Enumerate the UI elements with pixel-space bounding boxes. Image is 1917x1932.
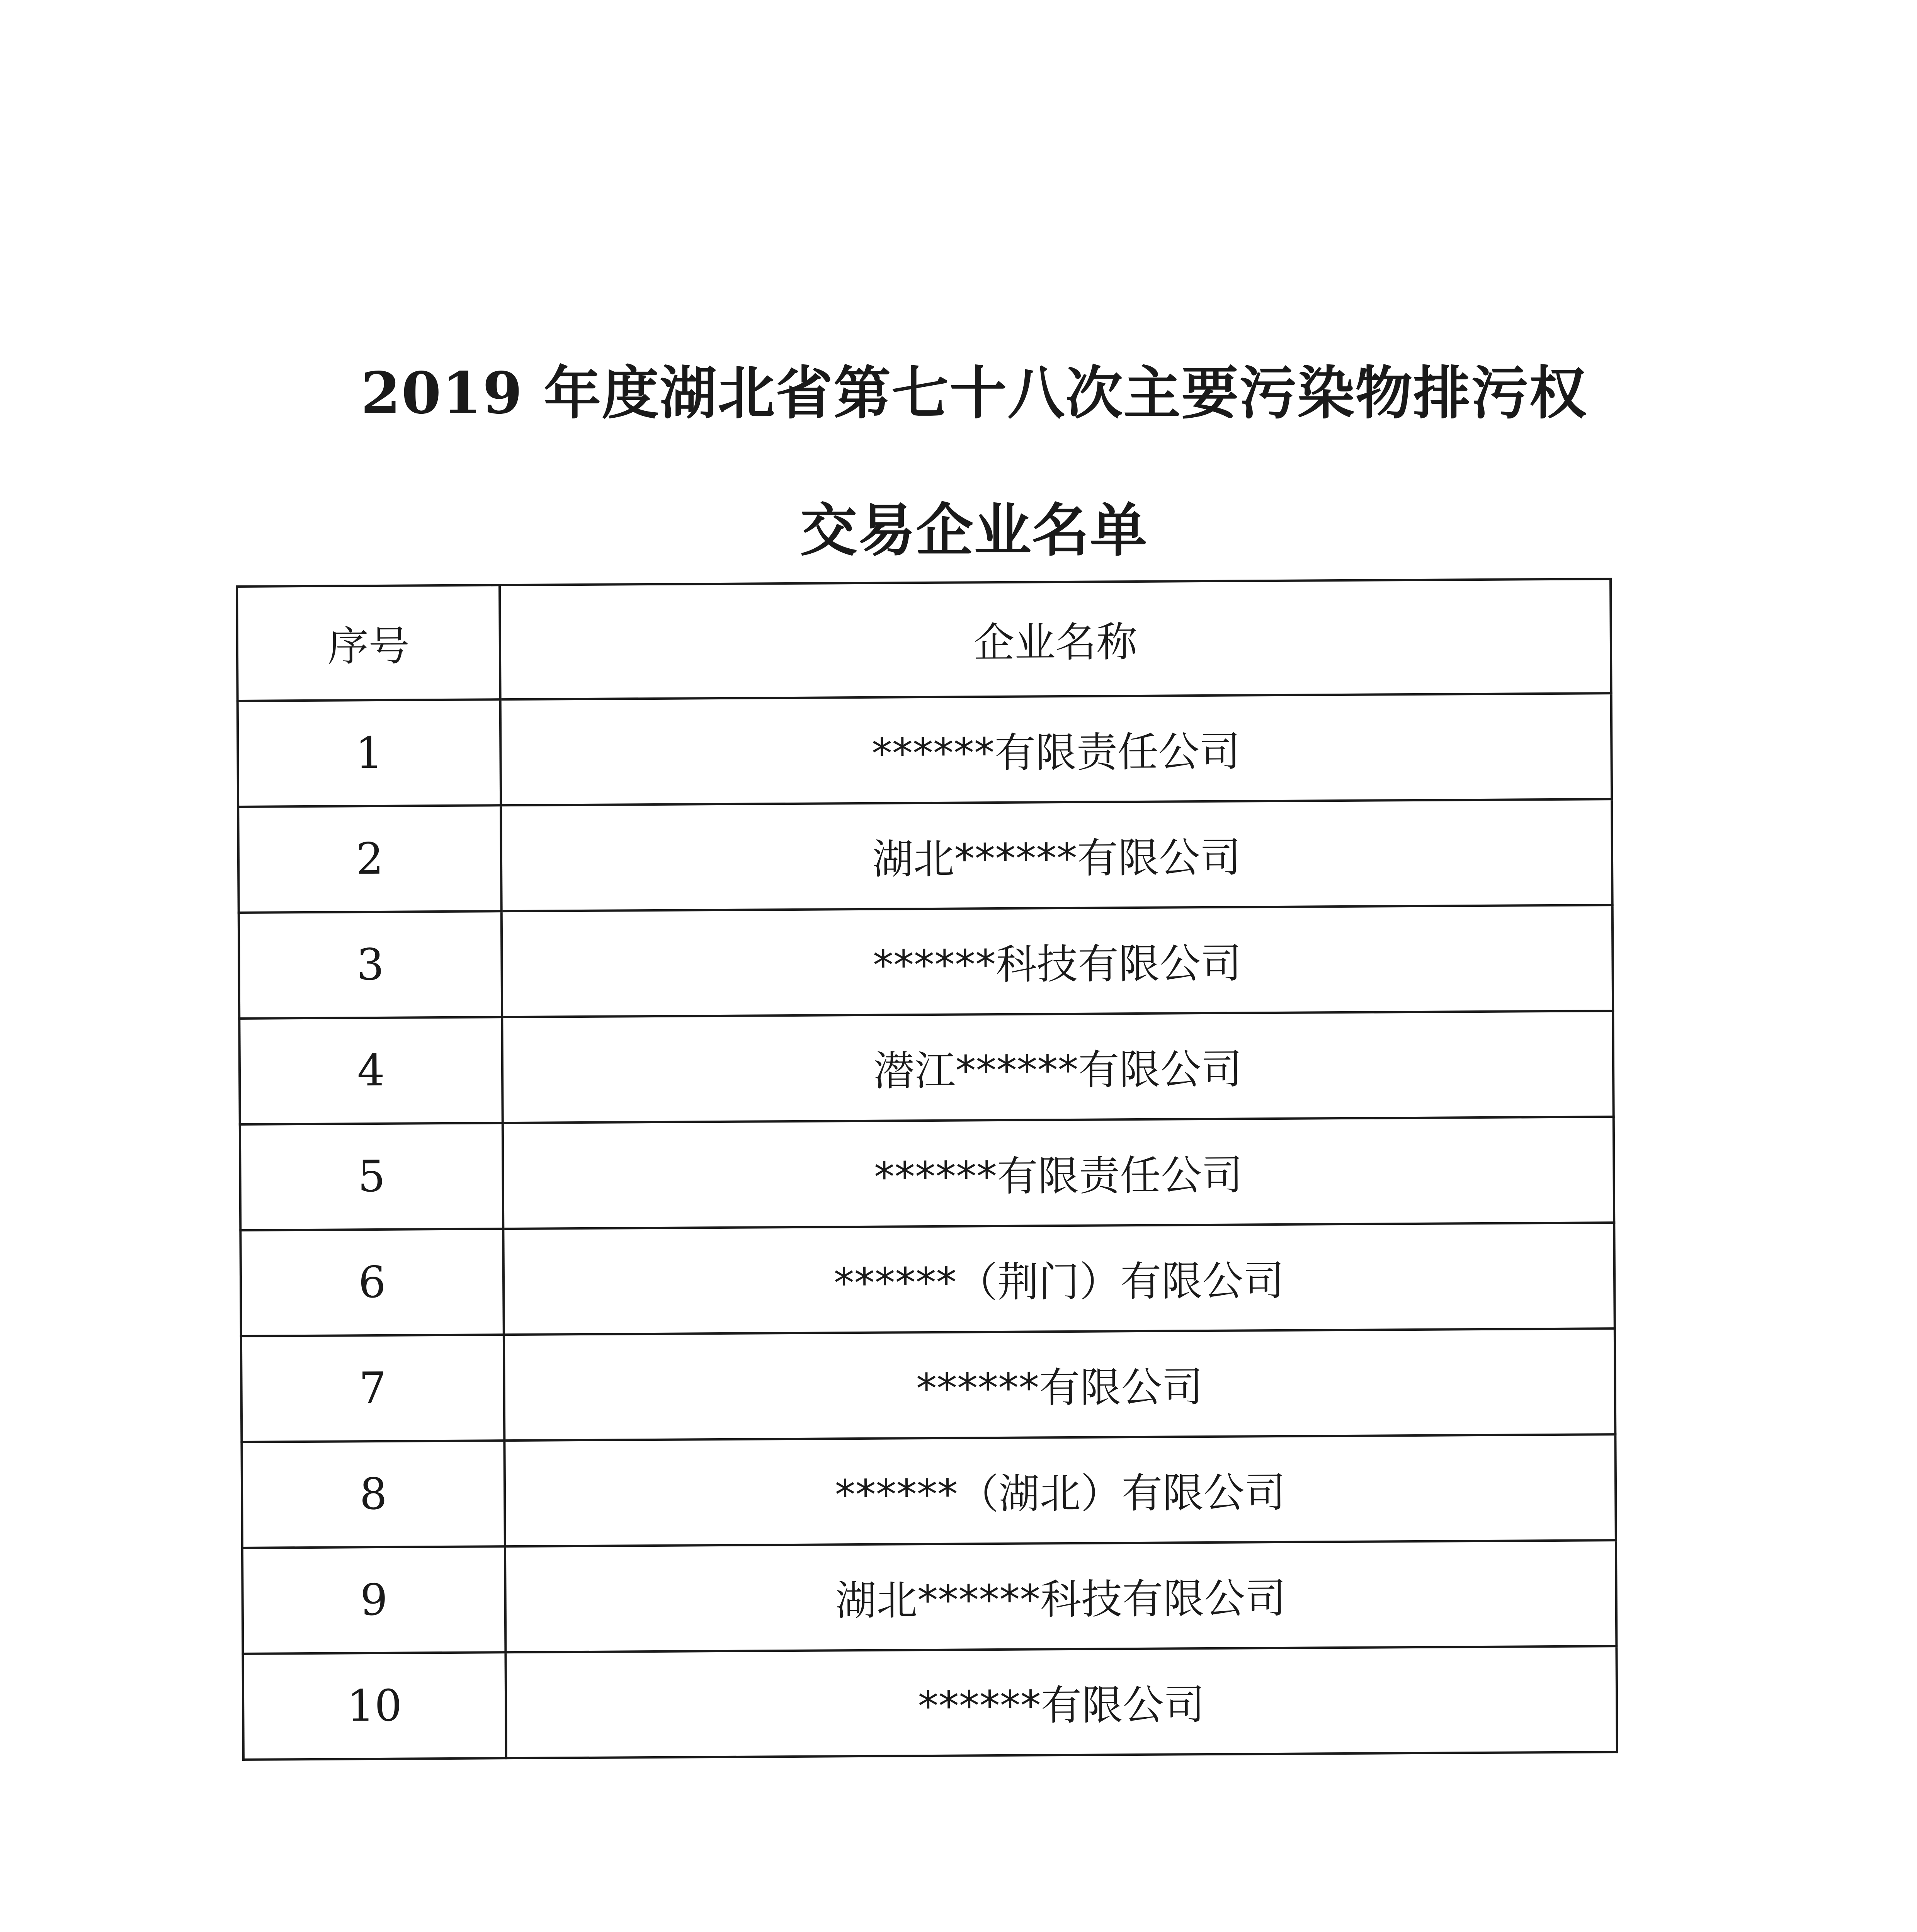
row-number: 9 xyxy=(242,1546,506,1654)
row-number: 5 xyxy=(240,1123,503,1230)
table-row xyxy=(240,1117,1614,1230)
row-number: 8 xyxy=(242,1440,505,1548)
company-name: ******有限责任公司 xyxy=(500,693,1612,805)
company-name: 潜江******有限公司 xyxy=(502,1011,1613,1123)
company-name: ******有限责任公司 xyxy=(503,1117,1614,1229)
row-number: 4 xyxy=(239,1017,503,1124)
column-header-company-name: 企业名称 xyxy=(500,579,1611,699)
table-row xyxy=(242,1540,1616,1654)
company-name: 湖北******有限公司 xyxy=(501,799,1612,911)
row-number: 7 xyxy=(241,1335,505,1442)
document-title-line-1: 2019 年度湖北省第七十八次主要污染物排污权 xyxy=(361,359,1587,427)
company-name: ******科技有限公司 xyxy=(502,905,1613,1017)
column-header-number: 序号 xyxy=(237,585,500,701)
company-name: ******（荆门）有限公司 xyxy=(503,1223,1614,1335)
table-row xyxy=(242,1434,1616,1548)
row-number: 1 xyxy=(238,699,501,807)
row-number: 2 xyxy=(238,805,502,913)
table-row xyxy=(238,693,1612,807)
row-number: 6 xyxy=(240,1229,504,1336)
table-row xyxy=(243,1646,1617,1760)
table-row xyxy=(240,1223,1614,1336)
table-row xyxy=(239,1011,1613,1124)
row-number: 10 xyxy=(243,1652,506,1760)
company-name: ******有限公司 xyxy=(504,1328,1615,1440)
company-name: ******有限公司 xyxy=(505,1646,1617,1758)
table-row xyxy=(238,799,1612,913)
table-header-row xyxy=(237,579,1611,701)
table-row xyxy=(239,905,1613,1019)
company-name: 湖北******科技有限公司 xyxy=(505,1540,1616,1652)
document-title-line-2: 交易企业名单 xyxy=(800,497,1148,564)
table-row xyxy=(241,1328,1615,1442)
company-name: ******（湖北）有限公司 xyxy=(504,1434,1616,1546)
company-list-table xyxy=(236,578,1618,1761)
row-number: 3 xyxy=(239,911,502,1019)
